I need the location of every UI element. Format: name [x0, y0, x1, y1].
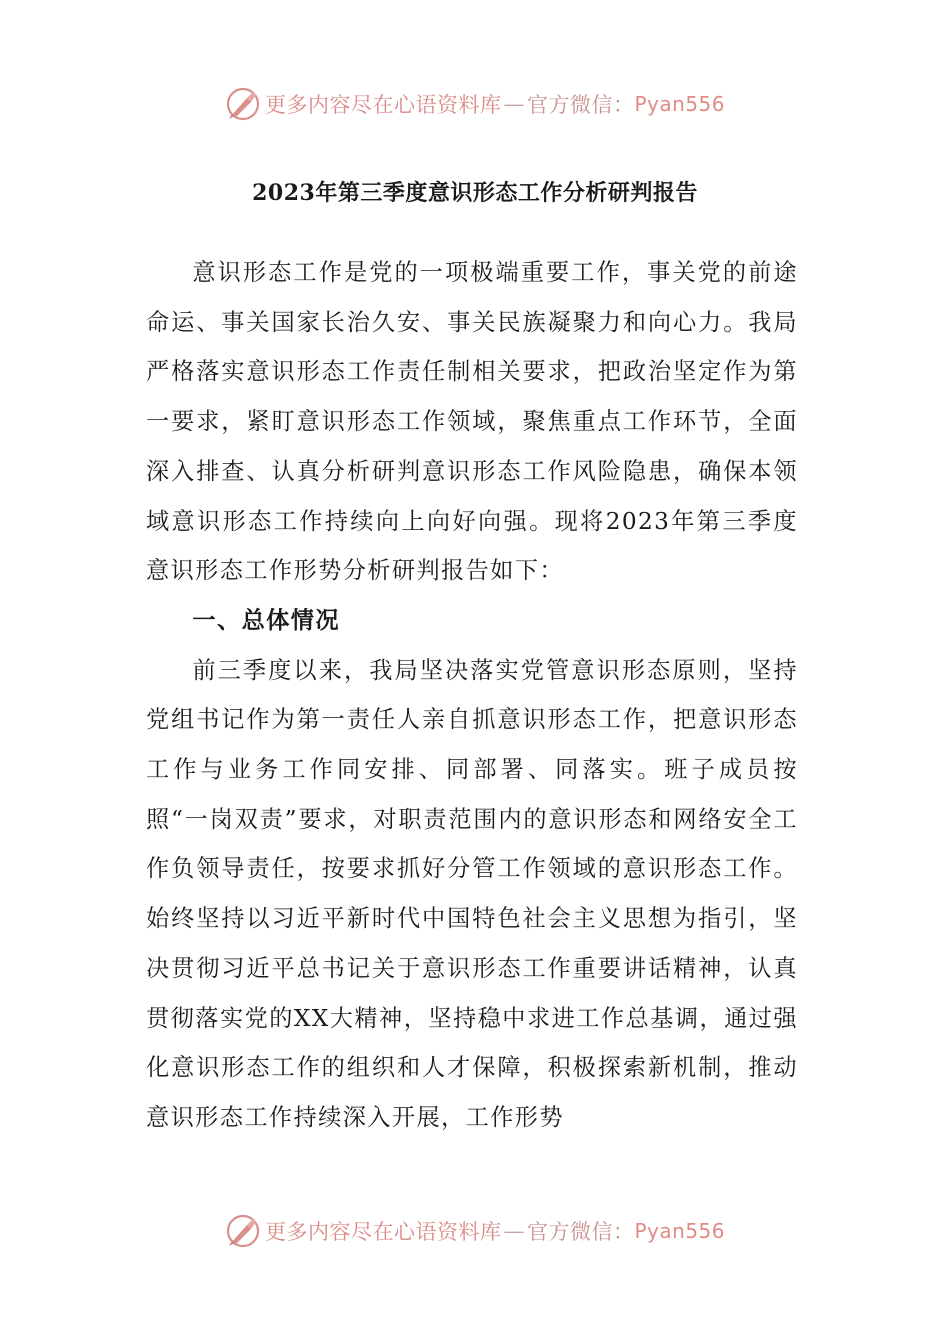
watermark-header [0, 84, 950, 124]
watermark-footer [0, 1211, 950, 1251]
watermark-separator: — [503, 92, 525, 116]
watermark-site-text: 更多内容尽在心语资料库 [264, 93, 502, 117]
watermark-site-text: 更多内容尽在心语资料库 [264, 1220, 502, 1244]
pen-logo-icon [225, 1213, 261, 1249]
pen-logo-icon [225, 86, 261, 122]
watermark-official-text: 官方微信： [526, 1220, 635, 1244]
watermark-wechat-id: Pyan556 [634, 92, 725, 116]
intro-paragraph: 意识形态工作是党的一项极端重要工作，事关党的前途命运、事关国家长治久安、事关民族凝聚力和向心力。我局严格落实意识形态工作责任制相关要求，把政治坚定作为第一要求，紧盯意识形态工作领域，聚焦重点工作环节，全面深入排查、认真分析研判意识形态工作风险隐患，确保本领域意识形态工作持续向上向好向强。现将2023年第三季度意识形态工作形势分析研判报告如下： [146, 259, 798, 585]
section-heading-overall: 一、总体情况 [192, 606, 340, 634]
watermark-separator: — [503, 1219, 525, 1243]
document-title: 2023年第三季度意识形态工作分析研判报告 [252, 180, 698, 206]
watermark-wechat-id: Pyan556 [634, 1219, 725, 1243]
document-body [146, 248, 798, 1143]
watermark-official-text: 官方微信： [526, 93, 635, 117]
section-overall-paragraph: 前三季度以来，我局坚决落实党管意识形态原则，坚持党组书记作为第一责任人亲自抓意识形态工作，把意识形态工作与业务工作同安排、同部署、同落实。班子成员按照“一岗双责”要求，对职责范围内的意识形态和网络安全工作负领导责任，按要求抓好分管工作领域的意识形态工作。始终坚持以习近平新时代中国特色社会主义思想为指引，坚决贯彻习近平总书记关于意识形态工作重要讲话精神，认真贯彻落实党的XX大精神，坚持稳中求进工作总基调，通过强化意识形态工作的组织和人才保障，积极探索新机制，推动意识形态工作持续深入开展，工作形势 [146, 656, 798, 1131]
